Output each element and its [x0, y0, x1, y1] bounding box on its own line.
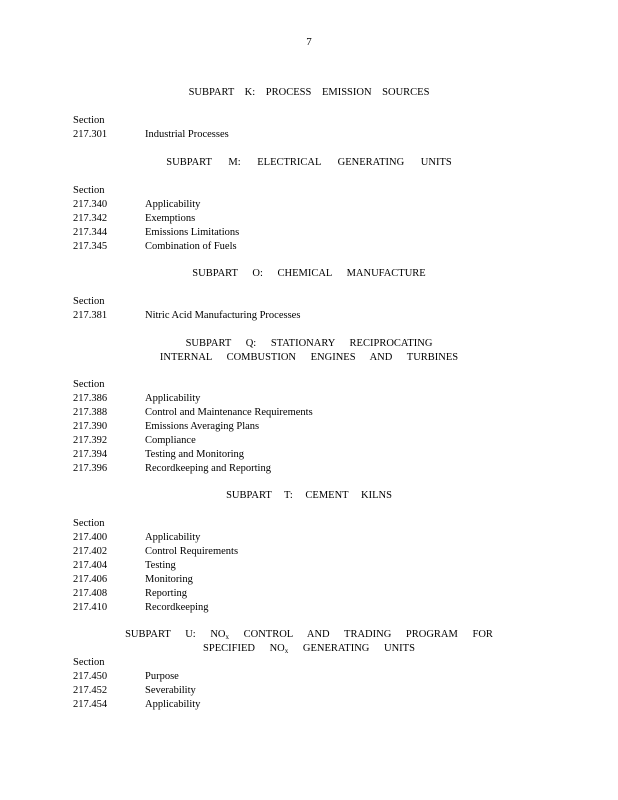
section-number: 217.342 [73, 213, 108, 224]
section-number: 217.345 [73, 241, 108, 252]
section-title: Severability [145, 685, 196, 696]
section-number: 217.340 [73, 199, 108, 210]
section-number: 217.404 [73, 560, 108, 571]
section-number: 217.454 [73, 699, 108, 710]
subpart-t-heading: SUBPART T: CEMENT KILNS [226, 490, 392, 501]
section-label: Section [73, 379, 105, 390]
section-title: Applicability [145, 532, 201, 543]
section-title: Reporting [145, 588, 187, 599]
section-number: 217.402 [73, 546, 108, 557]
section-title: Purpose [145, 671, 179, 682]
section-number: 217.452 [73, 685, 108, 696]
section-title: Exemptions [145, 213, 196, 224]
subpart-q-heading: SUBPART Q: STATIONARY RECIPROCATING [185, 338, 433, 349]
section-title: Industrial Processes [145, 129, 229, 140]
section-label: Section [73, 185, 105, 196]
subpart-m-heading: SUBPART M: ELECTRICAL GENERATING UNITS [166, 157, 452, 168]
subpart-q-heading-line-2: INTERNAL COMBUSTION ENGINES AND TURBINES [159, 352, 459, 363]
section-title: Applicability [145, 699, 201, 710]
section-number: 217.400 [73, 532, 108, 543]
section-label: Section [73, 518, 105, 529]
section-number: 217.410 [73, 602, 108, 613]
page-number: 7 [306, 36, 312, 48]
section-number: 217.344 [73, 227, 108, 238]
section-number: 217.396 [73, 463, 108, 474]
section-title: Compliance [145, 435, 196, 446]
section-title: Control and Maintenance Requirements [145, 407, 313, 418]
section-title: Emissions Averaging Plans [145, 421, 260, 432]
subpart-k-heading: SUBPART K: PROCESS EMISSION SOURCES [188, 87, 430, 98]
section-label: Section [73, 115, 105, 126]
section-title: Testing and Monitoring [145, 449, 245, 460]
section-number: 217.406 [73, 574, 108, 585]
section-title: Monitoring [145, 574, 193, 585]
section-number: 217.390 [73, 421, 108, 432]
section-number: 217.394 [73, 449, 108, 460]
section-title: Combination of Fuels [145, 241, 237, 252]
heading-text: GENERATING UNITS [288, 643, 415, 654]
section-number: 217.301 [73, 129, 108, 140]
section-title: Testing [145, 560, 176, 571]
section-number: 217.386 [73, 393, 108, 404]
section-number: 217.392 [73, 435, 108, 446]
section-title: Emissions Limitations [145, 227, 240, 238]
heading-text: CONTROL AND TRADING PROGRAM FOR [229, 629, 493, 640]
subscript-x: x [284, 647, 289, 655]
section-title: Recordkeeping [145, 602, 209, 613]
section-title: Recordkeeping and Reporting [145, 463, 271, 474]
section-label: Section [73, 296, 105, 307]
section-number: 217.388 [73, 407, 108, 418]
section-title: Nitric Acid Manufacturing Processes [145, 310, 301, 321]
subpart-o-heading: SUBPART O: CHEMICAL MANUFACTURE [192, 268, 426, 279]
heading-text: SPECIFIED NO [203, 643, 285, 654]
section-number: 217.408 [73, 588, 108, 599]
section-title: Applicability [145, 199, 201, 210]
section-number: 217.381 [73, 310, 108, 321]
subscript-x: x [225, 633, 229, 641]
section-title: Control Requirements [145, 546, 239, 557]
section-title: Applicability [145, 393, 201, 404]
section-number: 217.450 [73, 671, 108, 682]
section-label: Section [73, 657, 105, 668]
heading-text: SUBPART U: NO [125, 629, 226, 640]
